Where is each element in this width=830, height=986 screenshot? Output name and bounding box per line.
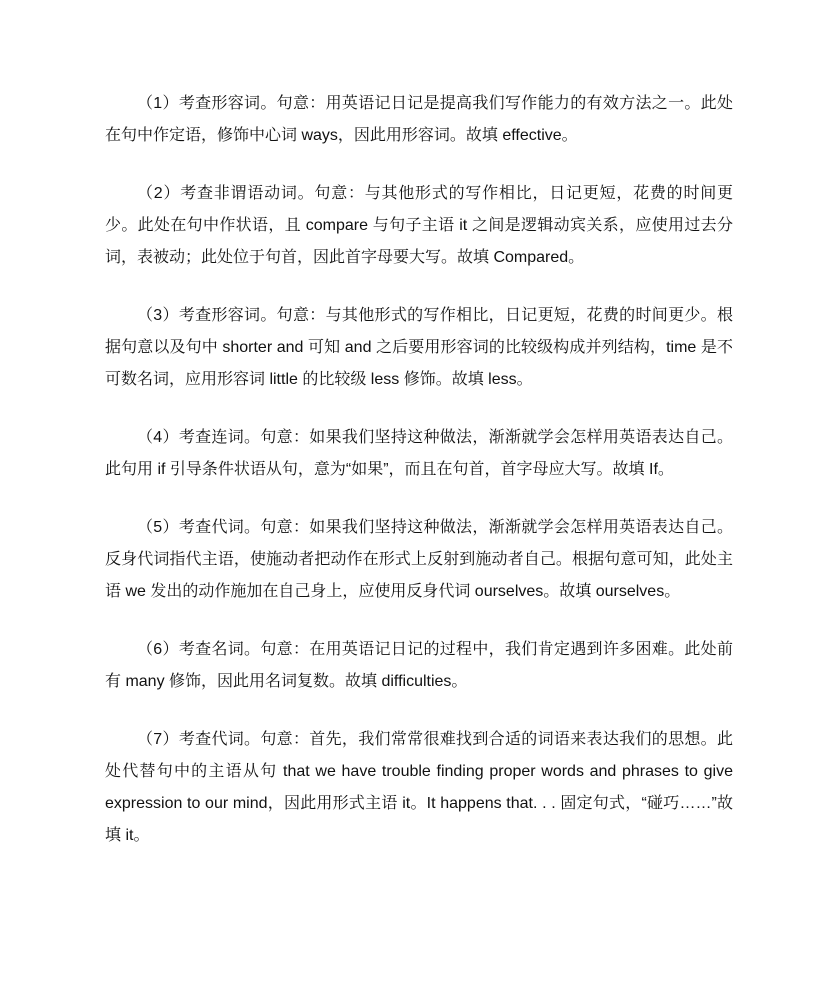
explanation-6: （6）考查名词。句意：在用英语记日记的过程中，我们肯定遇到许多困难。此处前有 many 修饰，因此用名词复数。故填 difficulties。 xyxy=(105,641,733,690)
explanation-3: （3）考查形容词。句意：与其他形式的写作相比，日记更短，花费的时间更少。根据句意以及句中 shorter and 可知 and 之后要用形容词的比较级构成并列结构，time 是不可数名词，应用形容词 little 的比较级 less 修饰。故填 less。 xyxy=(105,307,733,388)
explanation-4: （4）考查连词。句意：如果我们坚持这种做法，渐渐就学会怎样用英语表达自己。此句用 if 引导条件状语从句，意为“如果”，而且在句首，首字母应大写。故填 If。 xyxy=(105,429,733,478)
explanation-2: （2）考查非谓语动词。句意：与其他形式的写作相比，日记更短，花费的时间更少。此处在句中作状语，且 compare 与句子主语 it 之间是逻辑动宾关系，应使用过去分词，表被动；此处位于句首，因此首字母要大写。故填 Compared。 xyxy=(105,185,733,266)
explanation-5: （5）考查代词。句意：如果我们坚持这种做法，渐渐就学会怎样用英语表达自己。反身代词指代主语，使施动者把动作在形式上反射到施动者自己。根据句意可知，此处主语 we 发出的动作施加在自己身上，应使用反身代词 ourselves。故填 ourselves。 xyxy=(105,519,733,600)
explanation-7: （7）考查代词。句意：首先，我们常常很难找到合适的词语来表达我们的思想。此处代替句中的主语从句 that we have trouble finding proper words and phrases to give expression to our mind，因此用形式主语 it。It happens that. . . 固定句式，“碰巧……”故填 it。 xyxy=(105,731,733,844)
answer-explanations xyxy=(105,88,733,878)
explanation-1: （1）考查形容词。句意：用英语记日记是提高我们写作能力的有效方法之一。此处在句中作定语，修饰中心词 ways，因此用形容词。故填 effective。 xyxy=(105,95,733,144)
